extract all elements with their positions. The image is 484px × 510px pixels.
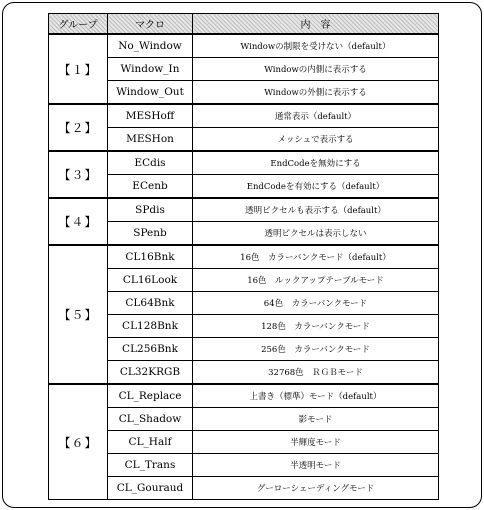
- table-row: [49, 58, 439, 81]
- macro-name: CL_Trans: [108, 454, 193, 477]
- table-row: [49, 315, 439, 338]
- group-label: 【３】: [49, 151, 108, 198]
- table-row: [49, 292, 439, 315]
- table-row: [49, 81, 439, 105]
- macro-name: CL16Bnk: [108, 245, 193, 269]
- macro-description: 128色 カラーバンクモード: [193, 315, 439, 338]
- group-label: 【２】: [49, 104, 108, 151]
- macro-table-body: [49, 34, 439, 500]
- macro-name: CL256Bnk: [108, 338, 193, 361]
- macro-description: 上書き（標準）モード（default）: [193, 384, 439, 408]
- table-row: [49, 361, 439, 385]
- header-content: 内 容: [193, 14, 439, 35]
- table-row: [49, 338, 439, 361]
- group-label: 【６】: [49, 384, 108, 500]
- macro-description: 半透明モード: [193, 454, 439, 477]
- macro-table: [48, 13, 439, 500]
- macro-description: 半輝度モード: [193, 431, 439, 454]
- group-label: 【５】: [49, 245, 108, 384]
- macro-name: Window_Out: [108, 81, 193, 105]
- macro-name: MESHon: [108, 128, 193, 152]
- header-group: グループ: [49, 14, 108, 35]
- table-row: [49, 198, 439, 222]
- macro-name: SPenb: [108, 222, 193, 246]
- header-macro: マクロ: [108, 14, 193, 35]
- macro-description: Windowの内側に表示する: [193, 58, 439, 81]
- macro-description: 影モード: [193, 408, 439, 431]
- macro-description: Windowの制限を受けない（default）: [193, 34, 439, 58]
- macro-description: 通常表示（default）: [193, 104, 439, 128]
- table-row: [49, 384, 439, 408]
- macro-name: CL_Shadow: [108, 408, 193, 431]
- macro-description: 32768色 ＲＧＢモード: [193, 361, 439, 385]
- macro-name: SPdis: [108, 198, 193, 222]
- table-row: [49, 245, 439, 269]
- macro-name: CL32KRGB: [108, 361, 193, 385]
- macro-description: 16色 カラーバンクモード（default）: [193, 245, 439, 269]
- macro-name: CL_Half: [108, 431, 193, 454]
- table-row: [49, 454, 439, 477]
- macro-name: CL64Bnk: [108, 292, 193, 315]
- macro-description: 透明ピクセルも表示する（default）: [193, 198, 439, 222]
- group-label: 【１】: [49, 34, 108, 104]
- table-row: [49, 408, 439, 431]
- table-row: [49, 104, 439, 128]
- macro-description: 256色 カラーバンクモード: [193, 338, 439, 361]
- macro-name: CL_Gouraud: [108, 477, 193, 500]
- macro-description: EndCodeを有効にする（default）: [193, 175, 439, 199]
- macro-description: 16色 ルックアップテーブルモード: [193, 269, 439, 292]
- table-row: [49, 269, 439, 292]
- table-row: [49, 128, 439, 152]
- table-row: [49, 151, 439, 175]
- table-row: [49, 175, 439, 199]
- macro-name: ECenb: [108, 175, 193, 199]
- table-row: [49, 431, 439, 454]
- macro-description: グーローシェーディングモード: [193, 477, 439, 500]
- macro-name: Window_In: [108, 58, 193, 81]
- table-row: [49, 34, 439, 58]
- table-row: [49, 477, 439, 500]
- macro-description: EndCodeを無効にする: [193, 151, 439, 175]
- macro-description: メッシュで表示する: [193, 128, 439, 152]
- header-row: [49, 14, 439, 35]
- macro-description: 透明ピクセルは表示しない: [193, 222, 439, 246]
- macro-description: Windowの外側に表示する: [193, 81, 439, 105]
- macro-name: CL_Replace: [108, 384, 193, 408]
- macro-name: No_Window: [108, 34, 193, 58]
- macro-description: 64色 カラーバンクモード: [193, 292, 439, 315]
- table-row: [49, 222, 439, 246]
- macro-name: CL16Look: [108, 269, 193, 292]
- group-label: 【４】: [49, 198, 108, 245]
- macro-name: ECdis: [108, 151, 193, 175]
- macro-name: MESHoff: [108, 104, 193, 128]
- macro-name: CL128Bnk: [108, 315, 193, 338]
